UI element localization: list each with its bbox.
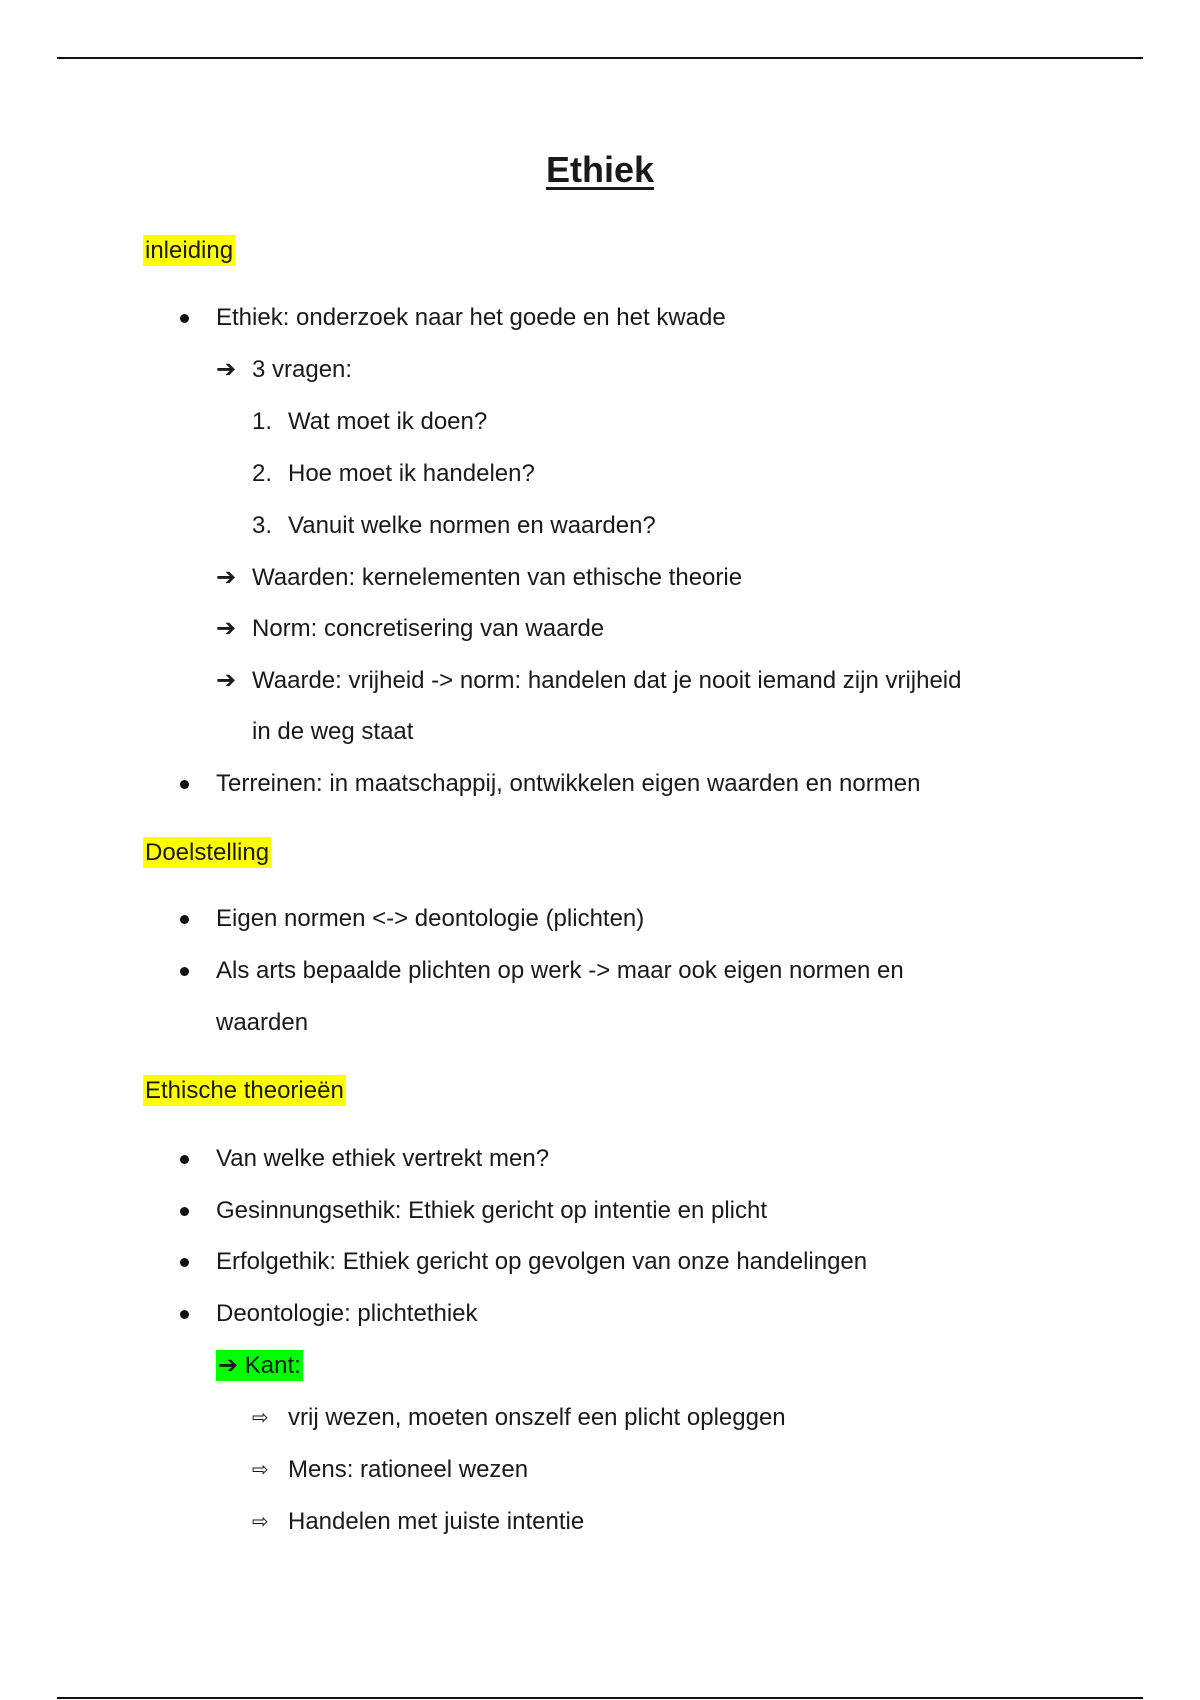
list-item: Mens: rationeel wezen xyxy=(288,1456,529,1483)
arrow-icon: ➔ xyxy=(218,1352,239,1379)
list-number: 2. xyxy=(252,460,273,487)
list-number: 3. xyxy=(252,512,273,539)
open-arrow-icon: ⇨ xyxy=(252,1511,269,1533)
bullet-icon xyxy=(180,1258,189,1267)
heading-highlight: Ethische theorieën xyxy=(145,1077,344,1104)
bullet-icon xyxy=(180,1207,189,1216)
kant-heading xyxy=(216,1351,303,1381)
bullet-icon xyxy=(180,967,189,976)
list-item-continuation: waarden xyxy=(216,1009,309,1036)
list-item: Deontologie: plichtethiek xyxy=(216,1300,478,1327)
list-item: Ethiek: onderzoek naar het goede en het kwade xyxy=(216,304,726,331)
list-item: Waarde: vrijheid -> norm: handelen dat je nooit iemand zijn vrijheid xyxy=(252,667,962,694)
section-heading-inleiding xyxy=(143,236,235,266)
kant-label: Kant: xyxy=(244,1352,301,1379)
bullet-icon xyxy=(180,915,189,924)
heading-highlight: inleiding xyxy=(145,237,234,264)
list-item: 3 vragen: xyxy=(252,356,353,383)
footer-rule xyxy=(57,1697,1143,1699)
list-item: Gesinnungsethik: Ethiek gericht op intentie en plicht xyxy=(216,1197,768,1224)
list-item: Wat moet ik doen? xyxy=(288,408,488,435)
list-item-continuation: in de weg staat xyxy=(252,718,414,745)
header-rule xyxy=(57,57,1143,59)
list-item: Vanuit welke normen en waarden? xyxy=(288,512,656,539)
bullet-icon xyxy=(180,1155,189,1164)
list-item: Eigen normen <-> deontologie (plichten) xyxy=(216,905,645,932)
bullet-icon xyxy=(180,1310,189,1319)
bullet-icon xyxy=(180,314,189,323)
arrow-icon: ➔ xyxy=(216,667,237,694)
list-number: 1. xyxy=(252,408,273,435)
heading-highlight: Doelstelling xyxy=(145,839,270,866)
arrow-icon: ➔ xyxy=(216,564,237,591)
list-item: Erfolgethik: Ethiek gericht op gevolgen van onze handelingen xyxy=(216,1248,868,1275)
list-item: Norm: concretisering van waarde xyxy=(252,615,605,642)
list-item: Hoe moet ik handelen? xyxy=(288,460,535,487)
list-item: Van welke ethiek vertrekt men? xyxy=(216,1145,550,1172)
list-item: Als arts bepaalde plichten op werk -> maar ook eigen normen en xyxy=(216,957,904,984)
list-item: Handelen met juiste intentie xyxy=(288,1508,585,1535)
list-item: Terreinen: in maatschappij, ontwikkelen eigen waarden en normen xyxy=(216,770,921,797)
section-heading-ethische-theorieen xyxy=(143,1076,346,1106)
list-item: vrij wezen, moeten onszelf een plicht opleggen xyxy=(288,1404,786,1431)
list-item: Waarden: kernelementen van ethische theorie xyxy=(252,564,743,591)
section-heading-doelstelling xyxy=(143,838,271,868)
document-title: Ethiek xyxy=(545,149,655,190)
bullet-icon xyxy=(180,780,189,789)
open-arrow-icon: ⇨ xyxy=(252,1407,269,1429)
arrow-icon: ➔ xyxy=(216,356,237,383)
open-arrow-icon: ⇨ xyxy=(252,1459,269,1481)
arrow-icon: ➔ xyxy=(216,615,237,642)
kant-highlight xyxy=(216,1350,303,1381)
